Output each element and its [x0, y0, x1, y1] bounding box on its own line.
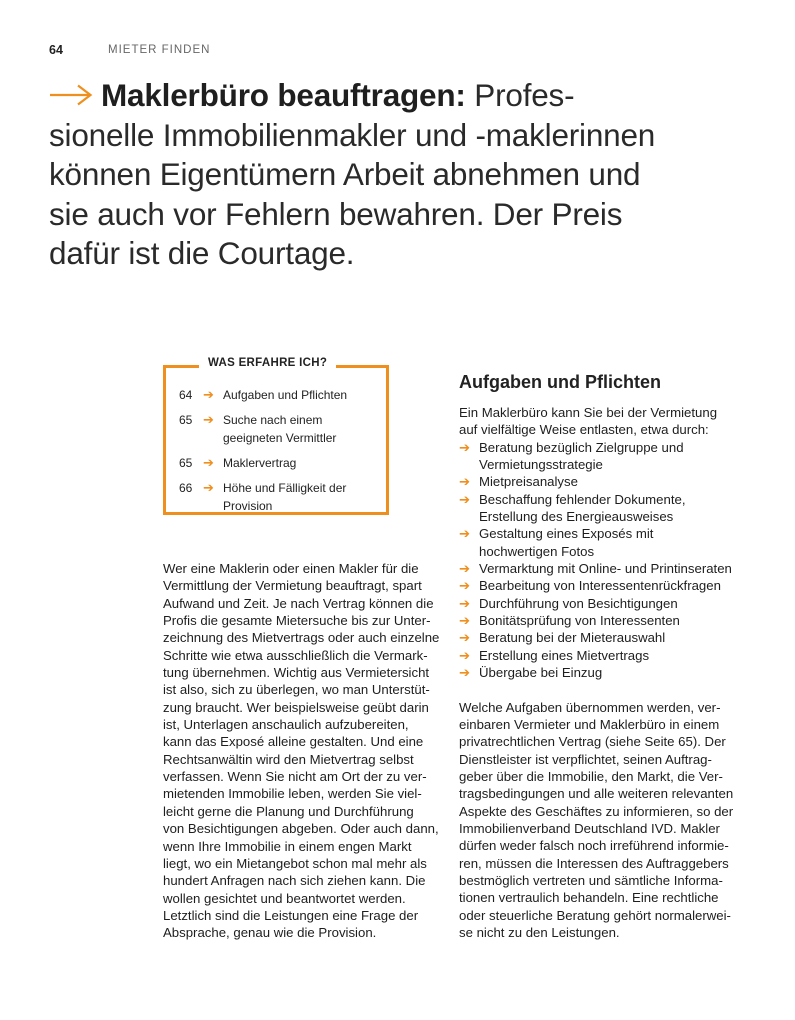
list-item: [459, 560, 749, 577]
list-item: [459, 525, 749, 560]
toc-item: [179, 479, 379, 515]
right-column-text: [459, 404, 749, 941]
right-arrow-icon: ➔: [459, 561, 471, 577]
headline-line: dafür ist die Courtage.: [49, 235, 355, 271]
list-line: Beschaffung fehlender Dokumente,: [479, 491, 686, 507]
text-line: kann das Exposé alleine gestalten. Und eine: [163, 734, 424, 750]
right-arrow-icon: ➔: [203, 387, 214, 402]
toc-item: [179, 411, 379, 447]
text-line: auf vielfältige Weise entlasten, etwa durch:: [459, 422, 709, 438]
headline-line: Profes-: [465, 77, 575, 113]
text-line: Vermittlung der Vermietung beauftragt, spart: [163, 578, 422, 594]
text-line: Absprache, genau wie die Provision.: [163, 925, 377, 941]
right-arrow-icon: ➔: [459, 647, 471, 663]
text-line: bestmöglich vertreten und sämtliche Informa-: [459, 872, 723, 888]
toc-line: Höhe und Fälligkeit der Provision: [223, 481, 347, 513]
toc-line: Maklervertrag: [223, 456, 297, 470]
page-number: 64: [49, 43, 63, 57]
text-line: dürfen weder falsch noch irreführend informie-: [459, 838, 729, 854]
info-box: [163, 357, 389, 515]
right-arrow-icon: ➔: [459, 665, 471, 681]
right-arrow-icon: ➔: [203, 480, 214, 495]
list-item: [459, 629, 749, 646]
toc-text: [223, 386, 379, 404]
toc-text: [223, 411, 379, 447]
list-item: [459, 439, 749, 474]
toc-text: [223, 454, 379, 472]
text-line: wollen gesichtet und beantwortet werden.: [163, 890, 406, 906]
text-line: Immobilienverband Deutschland IVD. Makler: [459, 820, 720, 836]
toc-page-number: 65: [179, 413, 193, 427]
text-line: zeichnung des Mietvertrags oder auch einzelne: [163, 630, 440, 646]
text-line: se nicht zu den Leistungen.: [459, 924, 620, 940]
text-line: ist, Unterlagen anschaulich aufzubereiten,: [163, 717, 409, 733]
toc-item: [179, 454, 379, 472]
toc-line: Aufgaben und Pflichten: [223, 388, 348, 402]
list-item: [459, 491, 749, 526]
text-line: Schritte wie etwa ausschließlich die Vermark-: [163, 647, 428, 663]
text-line: Rechtsanwältin wird den Mietvertrag selbst: [163, 751, 414, 767]
text-line: einbaren Vermieter und Maklerbüro in einem: [459, 716, 720, 732]
right-arrow-icon: ➔: [459, 526, 471, 542]
text-line: tragsbedingungen und alle weiteren relevanten: [459, 786, 734, 802]
text-line: ren, müssen die Interessen des Auftraggebers: [459, 855, 729, 871]
right-arrow-icon: ➔: [459, 595, 471, 611]
list-line: Erstellung eines Mietvertrags: [479, 647, 650, 663]
text-line: Welche Aufgaben übernommen werden, ver-: [459, 699, 721, 715]
text-line: Aufwand und Zeit. Je nach Vertrag können die: [163, 595, 434, 611]
section-title: MIETER FINDEN: [108, 44, 211, 56]
text-line: oder steuerliche Beratung gehört normalerwei-: [459, 907, 731, 923]
text-line: Wer eine Maklerin oder einen Makler für die: [163, 561, 419, 576]
right-arrow-icon: ➔: [459, 474, 471, 490]
list-line: Mietpreisanalyse: [479, 474, 578, 490]
toc-list: [179, 386, 379, 515]
headline-bold: Maklerbüro beauftragen:: [101, 77, 466, 113]
list-line: Beratung bezüglich Zielgruppe und: [479, 439, 684, 455]
right-arrow-icon: ➔: [459, 578, 471, 594]
section-heading: Aufgaben und Pflichten: [459, 372, 661, 392]
text-line: Dienstleister ist verpflichtet, seinen Auftrag-: [459, 751, 712, 767]
info-box-title: WAS ERFAHRE ICH?: [199, 357, 336, 369]
toc-item: [179, 386, 379, 404]
long-right-arrow-icon: [49, 86, 101, 106]
toc-page-number: 64: [179, 388, 193, 402]
list-line: Bonitätsprüfung von Interessenten: [479, 613, 680, 629]
list-line: hochwertigen Fotos: [479, 543, 595, 559]
right-arrow-icon: ➔: [203, 412, 214, 427]
right-arrow-icon: ➔: [203, 455, 214, 470]
text-line: Profis die gesamte Mietersuche bis zur Unter-: [163, 613, 431, 629]
text-line: wenn Ihre Immobilie in einem engen Markt: [163, 838, 412, 854]
headline-line: sionelle Immobilienmakler und -maklerinnen: [49, 116, 656, 153]
text-line: geber über die Immobilie, den Markt, die Ver-: [459, 768, 723, 784]
right-arrow-icon: ➔: [459, 491, 471, 507]
right-arrow-icon: ➔: [459, 613, 471, 629]
text-line: privatrechtlichen Vertrag (siehe Seite 65). Der: [459, 734, 726, 750]
text-line: liegt, wo ein Mietangebot schon mal mehr als: [163, 855, 427, 871]
left-column-text: [163, 560, 448, 942]
list-line: Gestaltung eines Exposés mit: [479, 526, 654, 542]
text-line: ist also, sich zu überlegen, wo man Unterstüt-: [163, 682, 430, 698]
list-line: Übergabe bei Einzug: [479, 665, 603, 681]
list-line: Erstellung des Energieausweises: [479, 509, 674, 525]
text-line: mietenden Immobilie leben, werden Sie viel-: [163, 786, 422, 802]
list-line: Vermarktung mit Online- und Printinseraten: [479, 561, 732, 577]
list-item: [459, 595, 749, 612]
headline-line: sie auch vor Fehlern bewahren. Der Preis: [49, 195, 623, 232]
headline: [49, 76, 749, 274]
text-line: hundert Anfragen nach sich ziehen kann. Die: [163, 873, 426, 889]
list-line: Vermietungsstrategie: [479, 457, 603, 473]
task-list: [459, 439, 749, 682]
text-line: Letztlich sind die Leistungen eine Frage der: [163, 907, 419, 923]
list-line: Durchführung von Besichtigungen: [479, 595, 678, 611]
right-arrow-icon: ➔: [459, 630, 471, 646]
list-item: [459, 664, 749, 681]
toc-line: Suche nach einem: [223, 413, 323, 427]
toc-page-number: 65: [179, 456, 193, 470]
list-item: [459, 647, 749, 664]
toc-page-number: 66: [179, 481, 193, 495]
list-item: [459, 612, 749, 629]
text-line: von Besichtigungen abgeben. Oder auch dann,: [163, 821, 439, 837]
list-line: Beratung bei der Mieterauswahl: [479, 630, 666, 646]
list-item: [459, 577, 749, 594]
toc-line: geeigneten Vermittler: [223, 431, 337, 445]
text-line: tionen vertraulich behandeln. Eine rechtliche: [459, 890, 719, 906]
text-line: verfassen. Wenn Sie nicht am Ort der zu ver-: [163, 769, 427, 785]
list-item: [459, 473, 749, 490]
text-line: zung braucht. Wer beispielsweise geübt darin: [163, 699, 429, 715]
text-line: leicht gerne die Planung und Durchführung: [163, 803, 414, 819]
list-line: Bearbeitung von Interessentenrückfragen: [479, 578, 721, 594]
text-line: Aspekte des Geschäftes zu informieren, so der: [459, 803, 734, 819]
text-line: Ein Maklerbüro kann Sie bei der Vermietung: [459, 405, 718, 420]
right-arrow-icon: ➔: [459, 439, 471, 455]
text-line: tung übernehmen. Wichtig aus Vermietersicht: [163, 665, 430, 681]
toc-text: [223, 479, 379, 515]
headline-line: können Eigentümern Arbeit abnehmen und: [49, 156, 641, 192]
